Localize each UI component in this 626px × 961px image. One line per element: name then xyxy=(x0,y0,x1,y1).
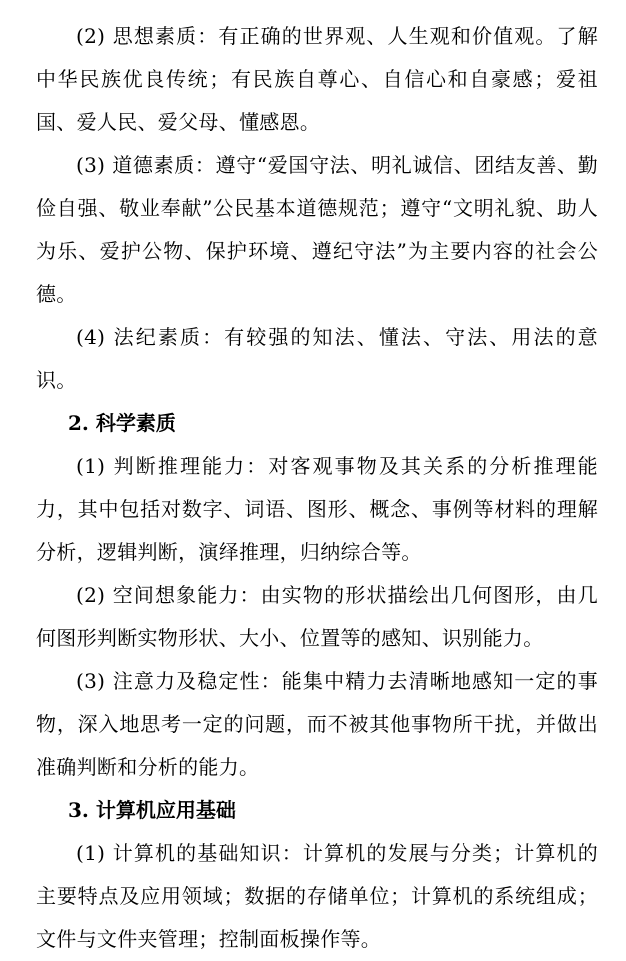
paragraph-reasoning-ability: (1) 判断推理能力：对客观事物及其关系的分析推理能力，其中包括对数字、词语、图形、概念、事例等材料的理解分析，逻辑判断，演绎推理，归纳综合等。 xyxy=(36,454,598,564)
paragraph-spatial-imagination: (2) 空间想象能力：由实物的形状描绘出几何图形，由几何图形判断实物形状、大小、位置等的感知、识别能力。 xyxy=(36,583,598,650)
section-heading-scientific-quality: 2. 科学素质 xyxy=(68,411,176,435)
paragraph-attention-stability: (3) 注意力及稳定性：能集中精力去清晰地感知一定的事物，深入地思考一定的问题，而不被其他事物所干扰，并做出准确判断和分析的能力。 xyxy=(36,669,598,779)
section-heading-computer-basics: 3. 计算机应用基础 xyxy=(68,798,236,822)
paragraph-legal-discipline-quality: (4) 法纪素质：有较强的知法、懂法、守法、用法的意识。 xyxy=(36,325,598,392)
paragraph-moral-quality: (3) 道德素质：遵守“爱国守法、明礼诚信、团结友善、勤俭自强、敬业奉献”公民基本道德规范；遵守“文明礼貌、助人为乐、爱护公物、保护环境、遵纪守法”为主要内容的社会公德。 xyxy=(36,153,598,306)
paragraph-ideological-quality: (2) 思想素质：有正确的世界观、人生观和价值观。了解中华民族优良传统；有民族自尊心、自信心和自豪感；爱祖国、爱人民、爱父母、懂感恩。 xyxy=(36,24,598,134)
paragraph-computer-fundamentals: (1) 计算机的基础知识：计算机的发展与分类；计算机的主要特点及应用领域；数据的存储单位；计算机的系统组成；文件与文件夹管理；控制面板操作等。 xyxy=(36,841,598,951)
